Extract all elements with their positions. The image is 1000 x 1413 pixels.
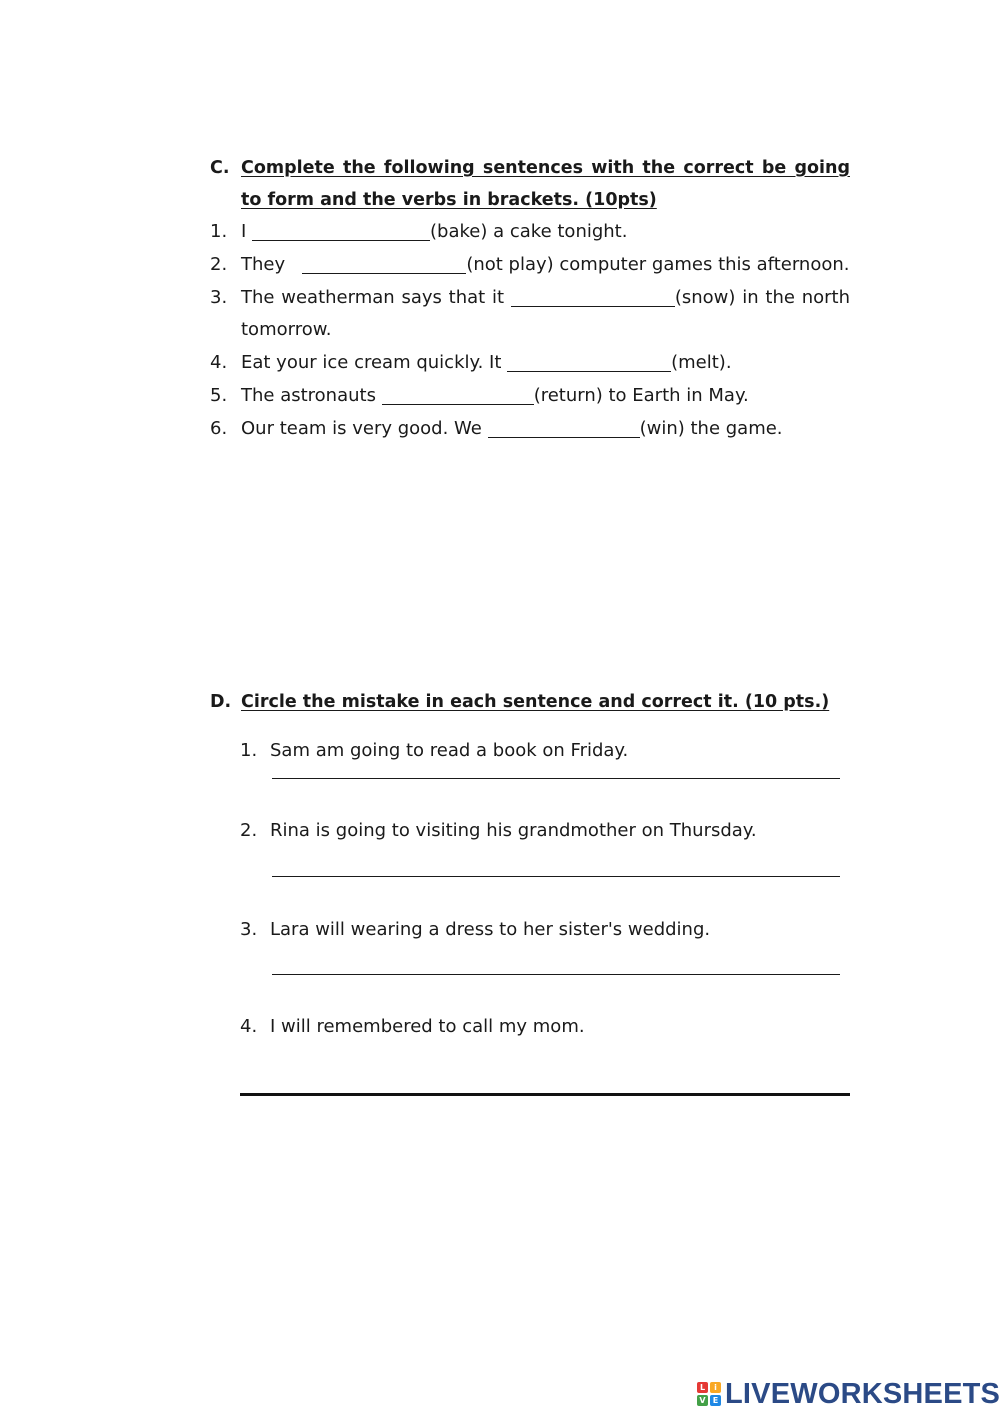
logo-tile-l: L [697, 1382, 708, 1393]
item-number: 6. [210, 418, 228, 439]
exercise-item [210, 216, 850, 248]
section-c-letter: C. [210, 158, 230, 178]
item-text: Rina is going to visiting his grandmother on Thursday. [270, 820, 757, 841]
item-text [241, 380, 850, 412]
liveworksheets-logo [697, 1377, 1000, 1411]
section-d [210, 686, 850, 1106]
item-number: 3. [240, 919, 258, 940]
item-number: 2. [210, 254, 228, 275]
item-text-before: They [241, 254, 291, 275]
logo-tile-v: V [697, 1395, 708, 1406]
item-text: Sam am going to read a book on Friday. [270, 740, 629, 761]
section-c [210, 152, 850, 446]
section-c-instruction: Complete the following sentences with the correct be going to form and the verbs in brackets. (10pts) [241, 158, 850, 210]
item-number: 1. [210, 221, 228, 242]
item-text: Lara will wearing a dress to her sister's wedding. [270, 919, 711, 940]
item-text: I will remembered to call my mom. [270, 1016, 585, 1037]
correction-item [240, 915, 840, 945]
item-text-after: (melt). [671, 352, 732, 373]
item-text-after: (return) to Earth in May. [533, 385, 749, 406]
liveworksheets-logo-icon [697, 1382, 721, 1406]
item-text-after: (not play) computer games this afternoon. [466, 254, 850, 275]
answer-blank[interactable] [507, 349, 671, 372]
item-text-after: (bake) a cake tonight. [430, 221, 628, 242]
item-text [241, 282, 850, 346]
exercise-item [210, 347, 850, 379]
answer-blank[interactable] [382, 382, 534, 405]
section-d-letter: D. [210, 692, 232, 712]
answer-blank[interactable] [302, 251, 466, 274]
answer-blank[interactable] [488, 415, 640, 438]
section-c-header [210, 152, 850, 216]
logo-tile-i: i [710, 1382, 721, 1393]
item-number: 1. [240, 740, 258, 761]
item-text [241, 413, 850, 445]
item-text [241, 347, 850, 379]
answer-line[interactable] [272, 974, 840, 975]
item-number: 5. [210, 385, 228, 406]
correction-item [240, 736, 840, 766]
section-c-items [210, 216, 850, 445]
item-text-before: Eat your ice cream quickly. It [241, 352, 508, 373]
item-text-after: (win) the game. [639, 418, 783, 439]
section-d-instruction: Circle the mistake in each sentence and correct it. (10 pts.) [241, 692, 830, 712]
item-number: 4. [240, 1016, 258, 1037]
exercise-item [210, 413, 850, 445]
answer-blank[interactable] [511, 284, 675, 307]
section-d-header [210, 686, 850, 718]
item-text-before: I [241, 221, 253, 242]
item-text [241, 216, 850, 248]
item-text [241, 249, 850, 281]
item-text-before: Our team is very good. We [241, 418, 488, 439]
item-number: 4. [210, 352, 228, 373]
item-number: 3. [210, 287, 228, 308]
item-text-before: The weatherman says that it [241, 287, 511, 308]
item-number: 2. [240, 820, 258, 841]
correction-item [240, 816, 840, 846]
exercise-item [210, 380, 850, 412]
answer-blank[interactable] [252, 218, 430, 241]
exercise-item [210, 249, 850, 281]
answer-line[interactable] [240, 1093, 850, 1096]
answer-line[interactable] [272, 778, 840, 779]
logo-tile-e: E [710, 1395, 721, 1406]
answer-line[interactable] [272, 876, 840, 877]
correction-item [240, 1012, 840, 1042]
exercise-item [210, 282, 850, 346]
item-text-before: The astronauts [241, 385, 382, 406]
item-text-after: (snow) in the north tomorrow. [241, 287, 851, 340]
logo-text: LIVEWORKSHEETS [725, 1377, 1000, 1410]
